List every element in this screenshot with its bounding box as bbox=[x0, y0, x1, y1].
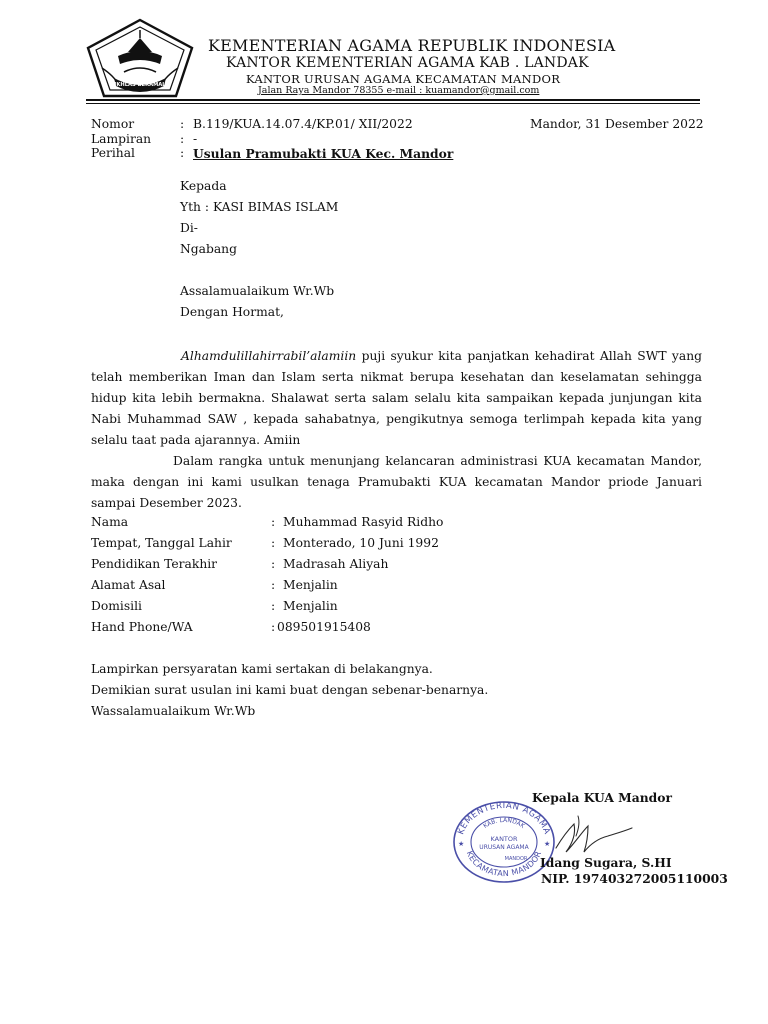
body-p2-text: Dalam rangka untuk menunjang kelancaran administrasi KUA kecamatan Mandor, maka dengan ini kami usulkan tenaga Pramubakti KUA kecamatan Mandor priode Januari sampai Desember 2023. bbox=[91, 454, 702, 510]
recipient-place: Ngabang bbox=[180, 242, 237, 256]
stamp-outer-top: KEMENTERIAN AGAMA bbox=[456, 800, 552, 837]
ministry-logo bbox=[84, 18, 196, 98]
recipient-kepada: Kepada bbox=[180, 179, 227, 193]
stamp-center-1: KANTOR bbox=[490, 835, 518, 843]
signer-name: Idang Sugara, S.HI bbox=[540, 855, 672, 870]
candidate-value: 089501915408 bbox=[277, 620, 371, 634]
perihal-label: Perihal bbox=[91, 146, 135, 160]
nomor-sep: : bbox=[180, 117, 185, 131]
lampiran-label: Lampiran bbox=[91, 132, 152, 146]
body-paragraph-2 bbox=[91, 451, 702, 514]
candidate-label: Pendidikan Terakhir bbox=[91, 557, 218, 571]
candidate-label: Hand Phone/WA bbox=[91, 620, 193, 634]
stamp-center-2: URUSAN AGAMA bbox=[479, 844, 529, 851]
candidate-sep: : bbox=[271, 536, 276, 550]
svg-text:KAB. LANDAK bbox=[482, 817, 527, 831]
closing-line-3: Wassalamualaikum Wr.Wb bbox=[91, 704, 256, 718]
office-address: Jalan Raya Mandor 78355 e-mail : kuamandor@gmail.com bbox=[258, 85, 540, 96]
candidate-value: Monterado, 10 Juni 1992 bbox=[283, 536, 439, 550]
candidate-label: Alamat Asal bbox=[91, 578, 166, 592]
candidate-sep: : bbox=[271, 557, 276, 571]
handwritten-signature bbox=[548, 808, 638, 860]
candidate-label: Domisili bbox=[91, 599, 142, 613]
logo-motto: IKHLAS BERAMAL bbox=[114, 82, 166, 88]
candidate-value: Menjalin bbox=[283, 578, 338, 592]
svg-text:★: ★ bbox=[458, 840, 465, 848]
body-paragraph-1 bbox=[91, 346, 702, 451]
candidate-value: Menjalin bbox=[283, 599, 338, 613]
candidate-label: Nama bbox=[91, 515, 129, 529]
svg-text:KECAMATAN MANDOR bbox=[465, 850, 543, 878]
lampiran-value: - bbox=[193, 132, 198, 146]
stamp-inner-top: KAB. LANDAK bbox=[482, 816, 526, 830]
perihal-value: Usulan Pramubakti KUA Kec. Mandor bbox=[193, 146, 454, 161]
perihal-sep: : bbox=[180, 146, 185, 160]
stamp-outer-bottom: KECAMATAN MANDOR bbox=[464, 849, 544, 879]
opening-salam: Assalamualaikum Wr.Wb bbox=[180, 284, 335, 298]
closing-line-2: Demikian surat usulan ini kami buat dengan sebenar-benarnya. bbox=[91, 683, 489, 697]
signer-nip: NIP. 197403272005110003 bbox=[541, 871, 728, 886]
candidate-sep: : bbox=[271, 599, 276, 613]
svg-text:★: ★ bbox=[544, 840, 551, 848]
candidate-label: Tempat, Tanggal Lahir bbox=[91, 536, 232, 550]
candidate-value: Muhammad Rasyid Ridho bbox=[283, 515, 444, 529]
header-rule-thick bbox=[86, 99, 700, 101]
nomor-value: B.119/KUA.14.07.4/KP.01/ XII/2022 bbox=[193, 117, 413, 131]
closing-line-1: Lampirkan persyaratan kami sertakan di belakangnya. bbox=[91, 662, 433, 676]
signer-title: Kepala KUA Mandor bbox=[532, 790, 672, 805]
lampiran-sep: : bbox=[180, 132, 185, 146]
office-name: KANTOR KEMENTERIAN AGAMA KAB . LANDAK bbox=[226, 55, 589, 71]
header-rule-thin bbox=[86, 103, 700, 104]
recipient-di: Di- bbox=[180, 221, 198, 235]
candidate-sep: : bbox=[271, 620, 276, 634]
stamp-inner-bottom: MANDOR bbox=[504, 856, 528, 862]
nomor-label: Nomor bbox=[91, 117, 135, 131]
unit-name: KANTOR URUSAN AGAMA KECAMATAN MANDOR bbox=[246, 72, 561, 86]
candidate-sep: : bbox=[271, 578, 276, 592]
place-date: Mandor, 31 Desember 2022 bbox=[530, 117, 704, 131]
body-p1-italic: Alhamdulillahirrabil’alamiin bbox=[181, 349, 357, 363]
opening-hormat: Dengan Hormat, bbox=[180, 305, 284, 319]
candidate-sep: : bbox=[271, 515, 276, 529]
recipient-yth: Yth : KASI BIMAS ISLAM bbox=[180, 200, 339, 214]
candidate-value: Madrasah Aliyah bbox=[283, 557, 389, 571]
ministry-name: KEMENTERIAN AGAMA REPUBLIK INDONESIA bbox=[208, 36, 616, 55]
body-p1-rest: puji syukur kita panjatkan kehadirat Allah SWT yang telah memberikan Iman dan Islam serta nikmat berupa kesehatan dan keselamatan sehingga hidup kita lebih bermakna. Shalawat serta salam selalu kita sampaikan kepada junjungan kita Nabi Muhammad SAW , kepada sahabatnya, pengikutnya semoga terlimpah kepada kita yang selalu taat pada ajarannya. Amiin bbox=[91, 349, 702, 447]
